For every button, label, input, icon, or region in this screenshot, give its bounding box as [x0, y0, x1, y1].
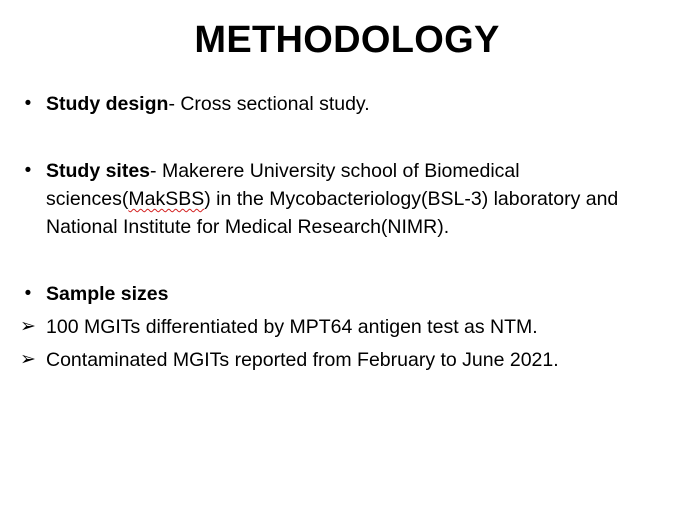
- study-sites-label: Study sites: [46, 160, 151, 182]
- sample-item-1: [20, 313, 676, 341]
- study-design-text: - Cross sectional study.: [168, 93, 370, 115]
- bullet-dot-icon: •: [24, 93, 32, 114]
- bullet-study-sites: [24, 157, 671, 241]
- bullet-study-design: [24, 90, 676, 118]
- arrow-bullet-icon: ➢: [20, 349, 36, 370]
- sample-item-2: [20, 346, 676, 374]
- study-sites-text-1: - Makerere University school of Biomedical sciences(: [46, 160, 520, 210]
- sample-item-text: 100 MGITs differentiated by MPT64 antigen test as NTM.: [46, 316, 538, 338]
- sample-sizes-label: Sample sizes: [46, 283, 169, 305]
- arrow-bullet-icon: ➢: [20, 316, 36, 337]
- spellcheck-flagged-word[interactable]: MakSBS: [128, 188, 205, 210]
- study-design-label: Study design: [46, 93, 169, 115]
- study-sites-text-2: ) in the Mycobacteriology(BSL-3) laboratory and National Institute for Medical Research(NIMR).: [46, 188, 619, 238]
- bullet-dot-icon: •: [24, 283, 32, 304]
- bullet-dot-icon: •: [24, 160, 32, 181]
- bullet-sample-sizes: [24, 280, 676, 308]
- sample-item-text: Contaminated MGITs reported from February to June 2021.: [46, 349, 559, 371]
- slide-title: METHODOLOGY: [194, 19, 500, 61]
